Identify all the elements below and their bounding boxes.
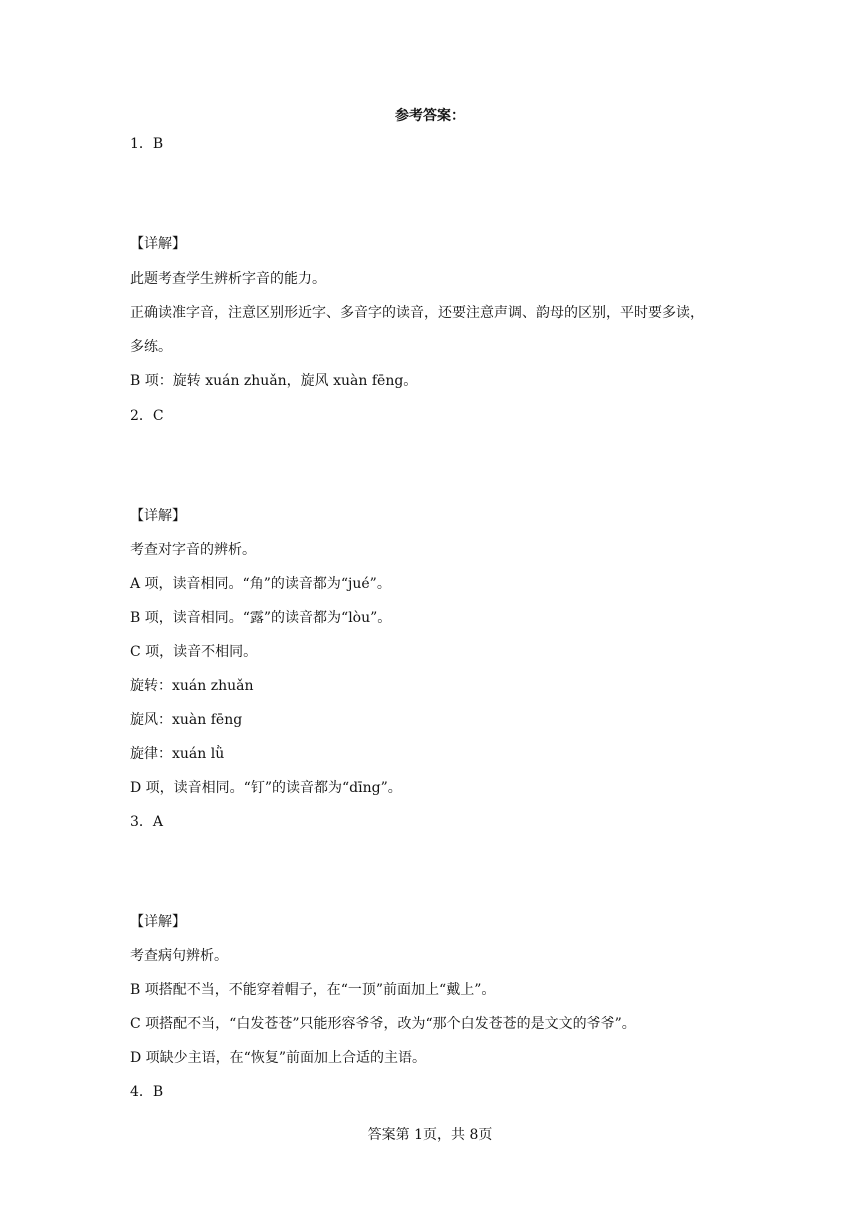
detail-line: C 项，读音不相同。: [130, 644, 258, 660]
detail-line: 旋风：xuàn fēng: [130, 712, 243, 728]
detail-line: 旋律：xuán lǜ: [130, 746, 225, 762]
page-footer: 答案第 1页，共 8页: [367, 1127, 493, 1143]
detail-line: 正确读准字音，注意区别形近字、多音字的读音，还要注意声调、韵母的区别，平时要多读，: [130, 305, 704, 321]
detail-label-1: 【详解】: [130, 236, 186, 252]
detail-line: A 项，读音相同。“角”的读音都为“jué”。: [130, 576, 391, 592]
detail-line: D 项，读音相同。“钉”的读音都为“dīng”。: [130, 780, 402, 796]
detail-label-2: 【详解】: [130, 508, 186, 524]
answer-number-1: 1．B: [130, 136, 164, 152]
answer-number-3: 3．A: [130, 814, 164, 830]
detail-line: 考查病句辨析。: [130, 948, 228, 964]
detail-line: C 项搭配不当，“白发苍苍”只能形容爷爷，改为“那个白发苍苍的是文文的爷爷”。: [130, 1016, 636, 1032]
detail-label-3: 【详解】: [130, 914, 186, 930]
detail-line: 此题考查学生辨析字音的能力。: [130, 271, 326, 287]
detail-line: 考查对字音的辨析。: [130, 542, 256, 558]
detail-line: B 项搭配不当，不能穿着帽子，在“一顶”前面加上“戴上”。: [130, 982, 496, 998]
detail-line: D 项缺少主语，在“恢复”前面加上合适的主语。: [130, 1050, 426, 1066]
answer-number-2: 2．C: [130, 408, 164, 424]
detail-line: B 项：旋转 xuán zhuǎn，旋风 xuàn fēng。: [130, 373, 418, 389]
detail-line: B 项，读音相同。“露”的读音都为“lòu”。: [130, 610, 392, 626]
detail-line: 旋转：xuán zhuǎn: [130, 678, 254, 694]
answer-number-4: 4．B: [130, 1084, 164, 1100]
page-title: 参考答案：: [395, 108, 465, 124]
detail-line: 多练。: [130, 339, 172, 355]
